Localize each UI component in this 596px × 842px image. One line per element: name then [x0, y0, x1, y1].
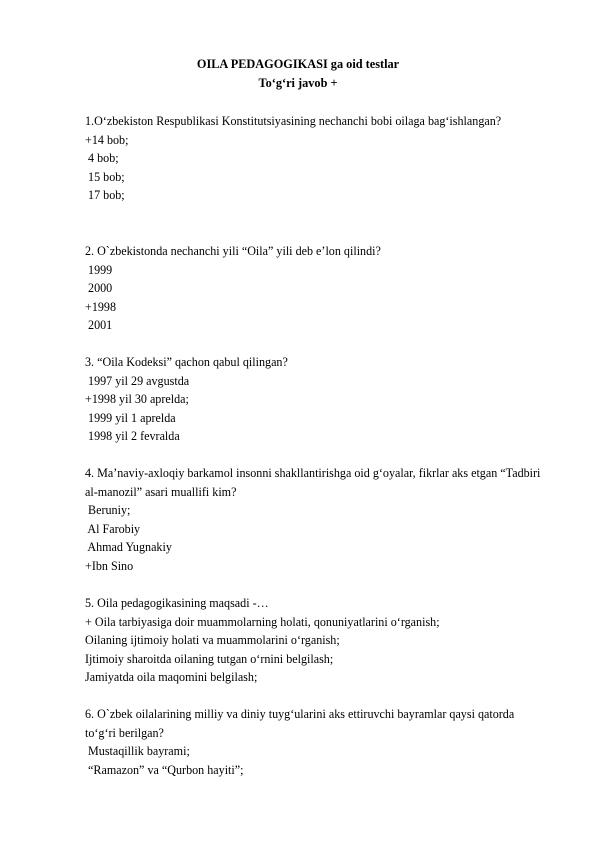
- answer-option: 1999: [85, 262, 113, 277]
- answer-option: 1999 yil 1 aprelda: [85, 410, 176, 425]
- question-text: 5. Oila pedagogikasining maqsadi -…: [85, 596, 269, 610]
- answer-option: Ijtimoiy sharoitda oilaning tutgan o‘rnini belgilash;: [85, 651, 334, 666]
- answer-option: +1998: [85, 299, 117, 314]
- answer-option: Ahmad Yugnakiy: [85, 540, 172, 555]
- answer-option: 4 bob;: [85, 151, 119, 166]
- question-block: [85, 353, 545, 446]
- answer-option: Al Farobiy: [85, 521, 141, 536]
- question-block: [85, 112, 545, 205]
- question-text: 4. Ma’naviy-axloqiy barkamol insonni shakllantirishga oid g‘oyalar, fikrlar aks etgan “Tadbiri al-manozil” asari muallifi kim?: [85, 466, 541, 499]
- answer-option: 1997 yil 29 avgustda: [85, 373, 190, 388]
- answer-option: +1998 yil 30 aprelda;: [85, 392, 189, 407]
- answer-option: Beruniy;: [85, 503, 131, 518]
- question-text: 3. “Oila Kodeksi” qachon qabul qilingan?: [85, 355, 288, 369]
- answer-option: “Ramazon” va “Qurbon hayiti”;: [85, 762, 244, 777]
- answer-option: +14 bob;: [85, 132, 129, 147]
- question-block: [85, 705, 545, 779]
- answer-option: +Ibn Sino: [85, 558, 134, 573]
- page-title: OILA PEDAGOGIKASI ga oid testlar: [196, 57, 400, 71]
- question-text: 1.O‘zbekiston Respublikasi Konstitutsiyasining nechanchi bobi oilaga bag‘ishlangan?: [85, 114, 502, 128]
- answer-option: 2000: [85, 281, 113, 296]
- question-text: 6. O`zbek oilalarining milliy va diniy tuyg‘ularini aks ettiruvchi bayramlar qaysi qatorda to‘g‘ri berilgan?: [85, 707, 515, 740]
- question-block: [85, 594, 545, 687]
- answer-option: 1998 yil 2 fevralda: [85, 429, 180, 444]
- answer-option: 17 bob;: [85, 188, 125, 203]
- answer-option: 2001: [85, 318, 113, 333]
- question-text: 2. O`zbekistonda nechanchi yili “Oila” yili deb e’lon qilindi?: [85, 244, 381, 258]
- question-block: [85, 464, 545, 576]
- answer-option: Jamiyatda oila maqomini belgilash;: [85, 670, 258, 685]
- question-block: [85, 242, 545, 335]
- answer-option: Oilaning ijtimoiy holati va muammolarini o‘rganish;: [85, 633, 340, 648]
- answer-option: + Oila tarbiyasiga doir muammolarning holati, qonuniyatlarini o‘rganish;: [85, 614, 440, 629]
- answer-option: Mustaqillik bayrami;: [85, 744, 190, 759]
- page-subtitle: To‘g‘ri javob +: [258, 76, 338, 90]
- answer-option: 15 bob;: [85, 169, 125, 184]
